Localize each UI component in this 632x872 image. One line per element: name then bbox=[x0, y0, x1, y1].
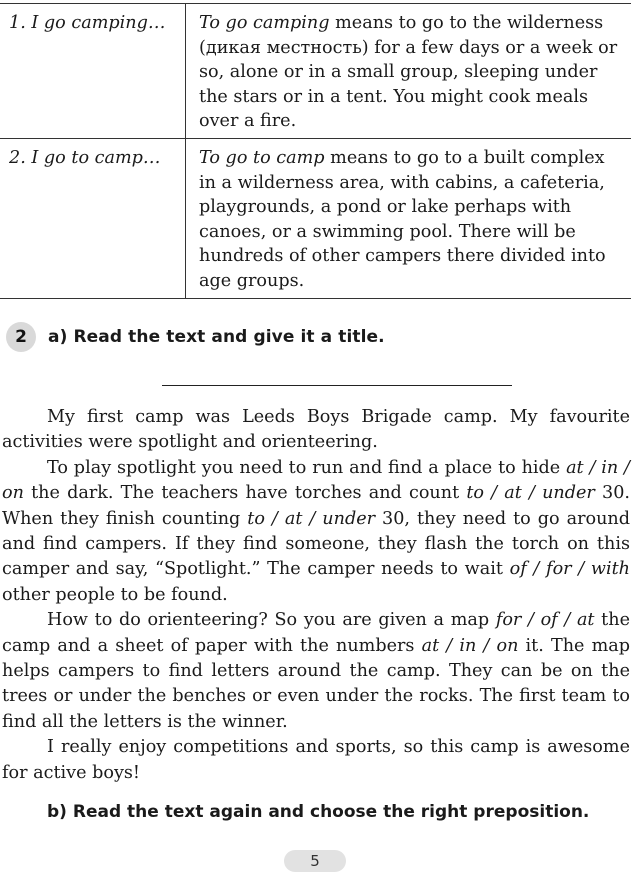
paragraph bbox=[2, 735, 630, 786]
page-number: 5 bbox=[284, 850, 346, 872]
definitions-table bbox=[0, 3, 631, 299]
paragraph bbox=[2, 405, 630, 456]
paragraph-text: To play spotlight you need to run and find a place to hide bbox=[47, 457, 567, 478]
reading-text bbox=[2, 405, 630, 786]
paragraph-text: 30, they need to go around and find campers. If they find someone, they flash the torch on this camper and say, “Spotlight.” The camper needs to wait bbox=[2, 508, 630, 580]
definition-term: To go to camp bbox=[199, 147, 325, 168]
task-b-instruction: b) Read the text again and choose the right preposition. bbox=[47, 802, 590, 822]
definition-text: means to go to the wilderness (дикая местность) for a few days or a week or so, alone or in a small group, sleeping under the stars or in a tent. You might cook meals over a fire. bbox=[199, 13, 618, 132]
paragraph-text: the dark. The teachers have torches and count bbox=[23, 483, 467, 504]
paragraph-text: it. The map helps campers to find letters around the camp. They can be on the trees or under the benches or even under the rocks. The first team to find all the letters is the winner. bbox=[2, 635, 631, 732]
definition-text: means to go to a built complex in a wilderness area, with cabins, a cafeteria, playgrounds, a pond or lake perhaps with canoes, or a swimming pool. There will be hundreds of other campers there divided into age groups. bbox=[199, 147, 606, 291]
definition-cell bbox=[186, 138, 632, 298]
definition-cell bbox=[186, 4, 632, 139]
preposition-choice: to / at / under bbox=[466, 483, 595, 504]
preposition-choice: for / of / at bbox=[495, 610, 595, 631]
term-cell bbox=[0, 4, 186, 139]
paragraph bbox=[2, 456, 630, 608]
term-cell bbox=[0, 138, 186, 298]
paragraph-text: I really enjoy competitions and sports, so this camp is awesome for active boys! bbox=[2, 737, 630, 783]
preposition-choice: to / at / under bbox=[247, 508, 376, 529]
preposition-choice: at / in / on bbox=[2, 457, 630, 504]
paragraph-text: My first camp was Leeds Boys Brigade camp. My favourite activities were spotlight and orienteering. bbox=[2, 407, 630, 453]
preposition-choice: of / for / with bbox=[509, 559, 630, 580]
exercise-header bbox=[6, 322, 385, 352]
exercise-number-badge: 2 bbox=[6, 322, 36, 352]
paragraph-text: How to do orienteering? So you are given a map bbox=[47, 610, 496, 631]
preposition-choice: at / in / on bbox=[421, 635, 519, 656]
term-text: 2. I go to camp… bbox=[9, 147, 161, 168]
title-answer-line bbox=[162, 385, 512, 386]
paragraph-text: other people to be found. bbox=[2, 584, 228, 605]
paragraph-text: 30. When they finish counting bbox=[2, 483, 630, 529]
definition-term: To go camping bbox=[199, 13, 330, 33]
paragraph-text: the camp and a sheet of paper with the numbers bbox=[2, 610, 630, 656]
table-row bbox=[0, 4, 631, 139]
task-a-instruction: a) Read the text and give it a title. bbox=[48, 327, 385, 347]
table-row bbox=[0, 138, 631, 298]
paragraph bbox=[2, 608, 630, 735]
term-text: 1. I go camping… bbox=[9, 13, 166, 33]
